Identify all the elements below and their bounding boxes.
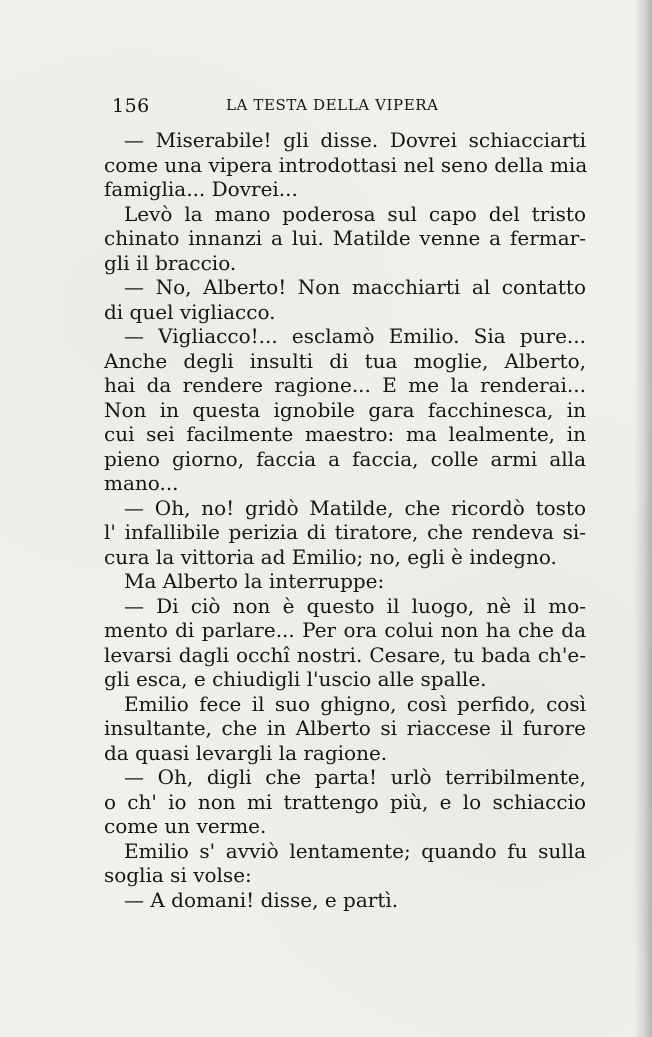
running-title: LA TESTA DELLA VIPERA bbox=[226, 96, 439, 114]
text-line: — Vigliacco!... esclamò Emilio. Sia pure... bbox=[124, 324, 586, 348]
text-line: Non in questa ignobile gara facchinesca, in bbox=[104, 397, 586, 422]
text-line: insultante, che in Alberto si riaccese il furore bbox=[104, 716, 586, 740]
text-line: Levò la mano poderosa sul capo del tristo bbox=[124, 201, 586, 226]
text-line: da quasi levargli la ragione. bbox=[104, 740, 388, 765]
text-line: cura la vittoria ad Emilio; no, egli è indegno. bbox=[104, 544, 557, 569]
text-line: Anche degli insulti di tua moglie, Alberto, bbox=[104, 348, 586, 373]
text-line: hai da rendere ragione... E me la renderai... bbox=[104, 373, 586, 397]
text-line: Emilio fece il suo ghigno, così perfido, così bbox=[124, 691, 586, 716]
text-line: — No, Alberto! Non macchiarti al contatto bbox=[124, 275, 586, 299]
page-edge-shadow bbox=[634, 0, 652, 1037]
text-line: levarsi dagli occhî nostri. Cesare, tu bada ch'e- bbox=[104, 642, 586, 667]
body-text bbox=[104, 128, 586, 912]
text-line: l' infallibile perizia di tiratore, che rendeva si- bbox=[104, 520, 586, 544]
text-line: gli il braccio. bbox=[104, 250, 237, 275]
text-line: pieno giorno, faccia a faccia, colle armi alla bbox=[104, 446, 586, 471]
text-line: — Oh, no! gridò Matilde, che ricordò tosto bbox=[124, 495, 586, 520]
text-line: — A domani! disse, e partì. bbox=[124, 887, 399, 912]
text-line: cui sei facilmente maestro: ma lealmente, in bbox=[104, 422, 586, 446]
text-line: famiglia... Dovrei... bbox=[104, 177, 298, 201]
text-line: o ch' io non mi trattengo più, e lo schiaccio bbox=[104, 789, 586, 814]
page-header bbox=[112, 95, 582, 119]
text-line: mento di parlare... Per ora colui non ha che da bbox=[104, 618, 586, 642]
text-line: di quel vigliacco. bbox=[104, 299, 276, 324]
text-line: come una vipera introdottasi nel seno della mia bbox=[104, 152, 588, 177]
text-line: Ma Alberto la interruppe: bbox=[124, 569, 385, 593]
text-line: come un verme. bbox=[104, 814, 267, 838]
text-line: gli esca, e chiudigli l'uscio alle spalle. bbox=[104, 667, 487, 691]
text-line: chinato innanzi a lui. Matilde venne a fermar- bbox=[104, 226, 586, 250]
page-number: 156 bbox=[112, 95, 150, 117]
text-line: — Oh, digli che parta! urlò terribilmente, bbox=[124, 765, 586, 789]
text-line: mano... bbox=[104, 471, 179, 495]
text-line: — Miserabile! gli disse. Dovrei schiacciarti bbox=[124, 128, 586, 152]
text-line: — Di ciò non è questo il luogo, nè il mo- bbox=[124, 593, 586, 618]
text-line: Emilio s' avviò lentamente; quando fu sulla bbox=[124, 838, 586, 863]
text-line: soglia si volse: bbox=[104, 863, 252, 887]
